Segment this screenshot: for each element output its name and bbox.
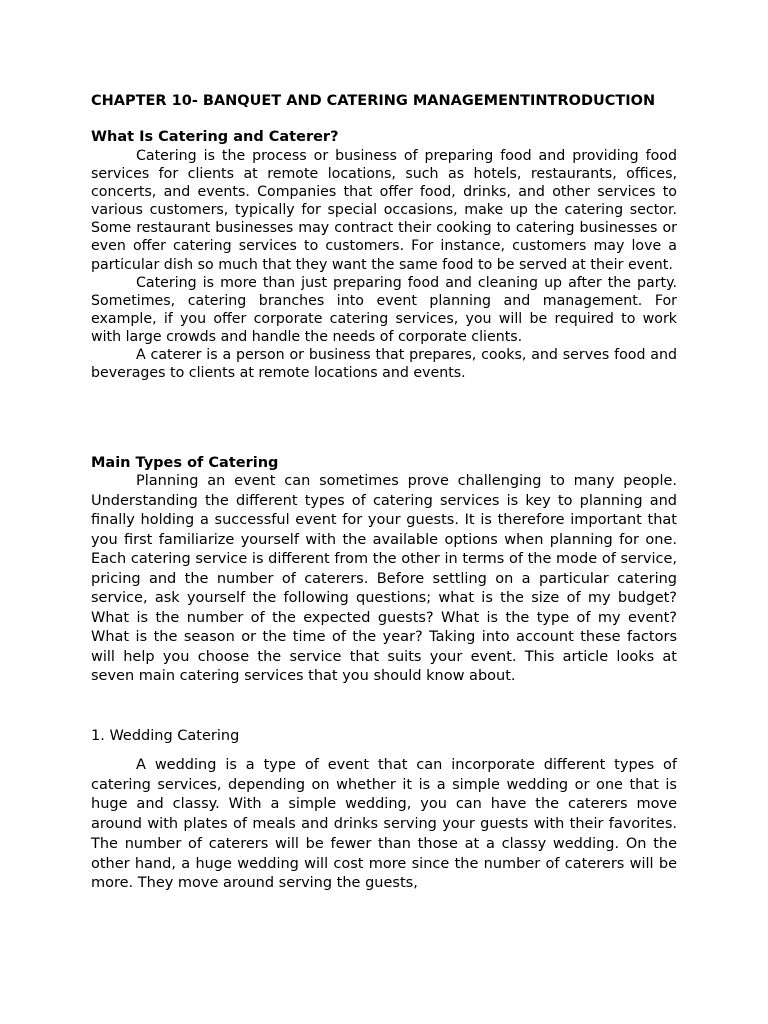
paragraph: A wedding is a type of event that can incorporate different types of catering services, depending on whether it is a simple wedding or one that is huge and classy. With a simple wedding, you can have the caterers move around with plates of meals and drinks serving your guests with their favorites. The number of caterers will be fewer than those at a classy wedding. On the other hand, a huge wedding will cost more since the number of caterers will be more. They move around serving the guests, [91,757,677,892]
chapter-title: CHAPTER 10- BANQUET AND CATERING MANAGEMENTINTRODUCTION [91,93,656,109]
paragraph: A caterer is a person or business that prepares, cooks, and serves food and beverages to clients at remote locations and events. [91,347,677,382]
section-body-what-is-catering [91,147,677,382]
paragraph: Planning an event can sometimes prove challenging to many people. Understanding the different types of catering services is key to planning and finally holding a successful event for your guests. It is therefore important that you first familiarize yourself with the available options when planning for one. Each catering service is different from the other in terms of the mode of service, pricing and the number of caterers. Before settling on a particular catering service, ask yourself the following questions; what is the size of my budget? What is the number of the expected guests? What is the type of my event? What is the season or the time of the year? Taking into account these factors will help you choose the service that suits your event. This article looks at seven main catering services that you should know about. [91,473,677,684]
section-body-wedding-catering [91,756,677,894]
paragraph: Catering is the process or business of preparing food and providing food services for clients at remote locations, such as hotels, restaurants, offices, concerts, and events. Companies that offer food, drinks, and other services to various customers, typically for special occasions, make up the catering sector. Some restaurant businesses may contract their cooking to catering businesses or even offer catering services to customers. For instance, customers may love a particular dish so much that they want the same food to be served at their event. [91,148,677,273]
paragraph: Catering is more than just preparing food and cleaning up after the party. Sometimes, catering branches into event planning and management. For example, if you offer corporate catering services, you will be required to work with large crowds and handle the needs of corporate clients. [91,274,677,345]
section-heading-what-is-catering: What Is Catering and Caterer? [91,129,339,145]
section-heading-main-types: Main Types of Catering [91,455,279,471]
section-heading-wedding-catering: 1. Wedding Catering [91,728,240,744]
section-body-main-types [91,472,677,687]
